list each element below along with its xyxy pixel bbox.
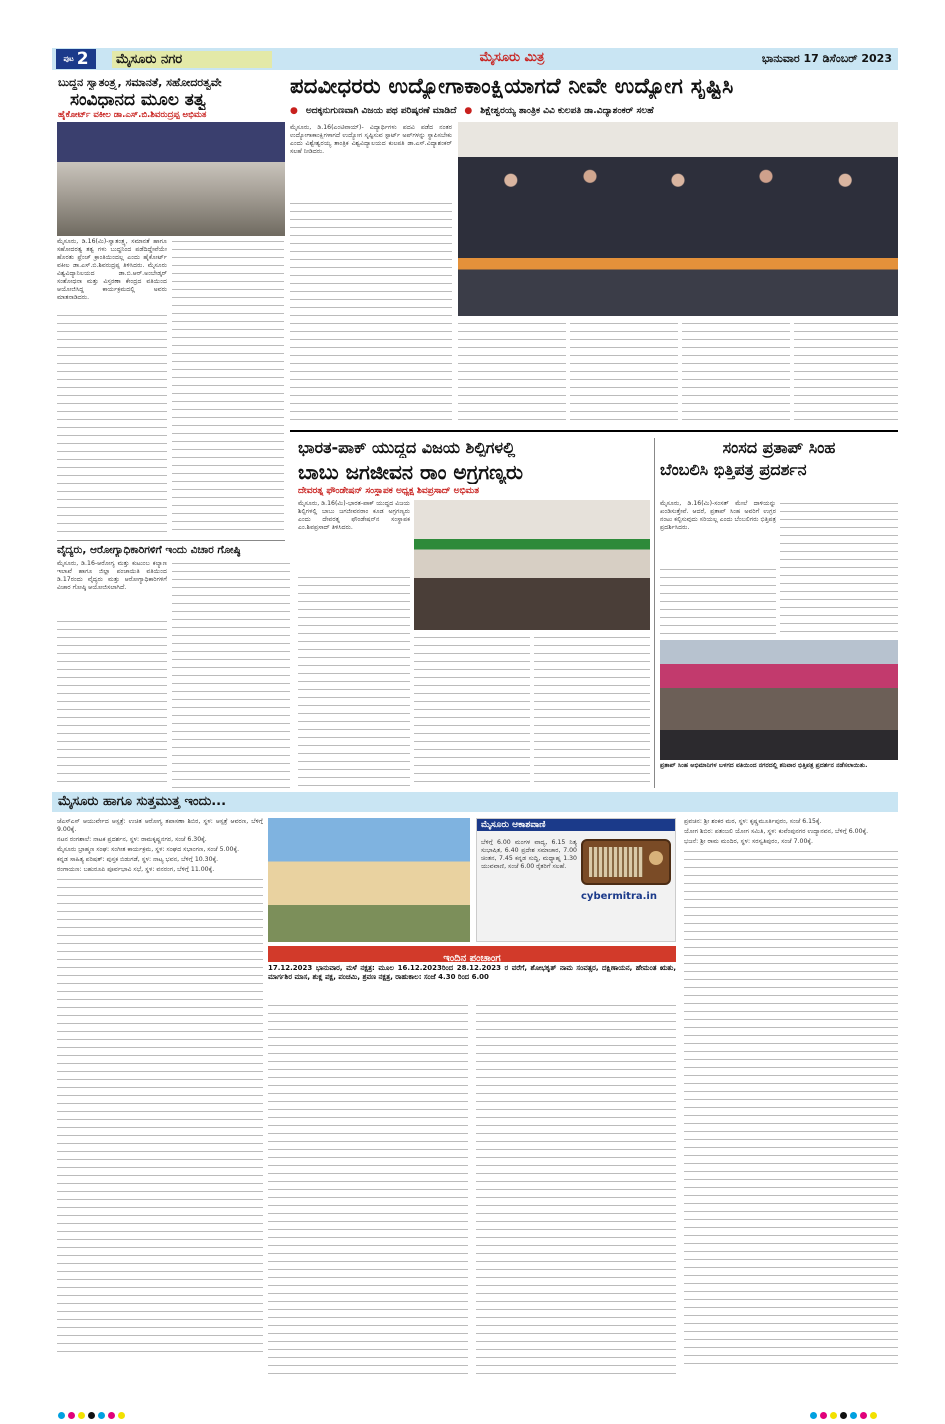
panchanga-title: ಇಂದಿನ ಪಂಚಾಂಗ [443, 953, 501, 964]
today-mid-body-2 [476, 1002, 676, 1374]
graduates-photo [458, 122, 898, 316]
story-jagjivan-body-3 [534, 634, 650, 788]
story-protest-headline-2: ಬೆಂಬಲಿಸಿ ಭಿತ್ತಿಪತ್ರ ಪ್ರದರ್ಶನ [660, 460, 807, 479]
list-item: ಪ್ರವಚನ: ಶ್ರೀ ಶಂಕರ ಮಠ, ಸ್ಥಳ: ಕೃಷ್ಣಮೂರ್ತಿಪುರಂ, ಸಂಜೆ 6.15ಕ್ಕೆ. [684, 818, 822, 825]
story-protest-caption: ಪ್ರತಾಪ್ ಸಿಂಹ ಅಭಿಮಾನಿಗಳ ಬಳಗದ ವತಿಯಿಂದ ನಗರದಲ್ಲಿ ಶನಿವಾರ ಭಿತ್ತಿಪತ್ರ ಪ್ರದರ್ಶನ ನಡೆಸಲಾಯಿತು. [660, 762, 868, 769]
story-jagjivan-body-1 [298, 574, 410, 788]
today-right-body [684, 848, 898, 1368]
today-left-body [57, 876, 263, 1356]
story-jagjivan-headline-2: ಬಾಬು ಜಗಜೀವನ ರಾಂ ಅಗ್ರಗಣ್ಯರು [298, 460, 523, 484]
section-name: ಮೈಸೂರು ನಗರ [112, 51, 272, 68]
page-number: 2 [76, 49, 89, 69]
radio-box [476, 818, 676, 942]
story-constitution-kicker: ಬುದ್ಧನ ಸ್ವಾತಂತ್ರ್ಯ, ಸಮಾನತೆ, ಸಹೋದರತ್ವವೇ [58, 76, 222, 89]
story-graduates-body-5 [794, 320, 898, 426]
story-constitution-body-2 [172, 238, 284, 536]
story-graduates-body-3 [570, 320, 678, 426]
story-health-body-1 [57, 618, 167, 788]
divider [57, 540, 285, 541]
story-jagjivan-lead: ಮೈಸೂರು, ಡಿ.16(ಮಿ)-ಭಾರತ-ಪಾಕ್ ಯುದ್ಧದ ವಿಜಯ ಶಿಲ್ಪಿಗಳಲ್ಲಿ ಬಾಬು ಜಗಜೀವನರಾಂ ಕೂಡ ಅಗ್ರಗಣ್ಯರು ಎಂದು ದೇವರತ್ನ ಫೌಂಡೇಷನ್‌ನ ಸಂಸ್ಥಾಪಕ ಎಂ.ಶಿವಪ್ರಸಾದ್ ತಿಳಿಸಿದರು. [298, 500, 410, 531]
paper-name: ಮೈಸೂರು ಮಿತ್ರ [479, 50, 545, 65]
constitution-photo [57, 122, 285, 236]
list-item: ನಟನ ರಂಗಶಾಲೆ: ನಾಟಕ ಪ್ರದರ್ಶನ, ಸ್ಥಳ: ರಾಮಕೃಷ್ಣನಗರ, ಸಂಜೆ 6.30ಕ್ಕೆ. [57, 836, 207, 843]
story-graduates-body-1 [290, 200, 452, 426]
date: ಭಾನುವಾರ 17 ಡಿಸೆಂಬರ್ 2023 [761, 52, 892, 65]
registration-dots-left [58, 1404, 128, 1423]
today-title: ಮೈಸೂರು ಹಾಗೂ ಸುತ್ತಮುತ್ತ ಇಂದು... [58, 794, 227, 809]
protest-photo [660, 640, 898, 760]
panchanga-band [268, 946, 676, 962]
story-graduates-headline: ಪದವೀಧರರು ಉದ್ಯೋಗಾಕಾಂಕ್ಷಿಯಾಗದೆ ನೀವೇ ಉದ್ಯೋಗ ಸೃಷ್ಟಿಸಿ [290, 74, 734, 98]
website-link[interactable]: cybermitra.in [581, 891, 657, 902]
story-graduates-subheads [290, 102, 898, 120]
bullet-icon: ● [464, 106, 473, 116]
page-number-box [56, 49, 96, 69]
masthead [52, 48, 898, 70]
radio-icon [581, 839, 671, 885]
story-graduates-subhead-2: ಶಿಕ್ಷೇಶ್ವರಯ್ಯ ತಾಂತ್ರಿಕ ವಿವಿ ಕುಲಪತಿ ಡಾ.ವಿದ್ಯಾಶಂಕರ್ ಸಲಹೆ [480, 106, 654, 116]
list-item: ರಂಗಾಯಣ: ಬಹುರೂಪಿ ಪೂರ್ವಭಾವಿ ಸಭೆ, ಸ್ಥಳ: ವನರಂಗ, ಬೆಳಿಗ್ಗೆ 11.00ಕ್ಕೆ. [57, 866, 215, 873]
story-jagjivan-headline-1: ಭಾರತ-ಪಾಕ್ ಯುದ್ಧದ ವಿಜಯ ಶಿಲ್ಪಿಗಳಲ್ಲಿ [298, 438, 516, 457]
story-health-body-2 [172, 560, 290, 788]
list-item: ಜೆಎಸ್‌ಎಸ್ ಆಯುರ್ವೇದ ಆಸ್ಪತ್ರೆ: ಉಚಿತ ಆರೋಗ್ಯ ತಪಾಸಣಾ ಶಿಬಿರ, ಸ್ಥಳ: ಆಸ್ಪತ್ರೆ ಆವರಣ, ಬೆಳಿಗ್ಗೆ 9.00ಕ್ಕೆ. [57, 818, 263, 833]
story-graduates-body-2 [458, 320, 566, 426]
story-health-lead: ಮೈಸೂರು, ಡಿ.16-ಆರೋಗ್ಯ ಮತ್ತು ಕುಟುಂಬ ಕಲ್ಯಾಣ ಇಲಾಖೆ ಹಾಗೂ ಜಿಲ್ಲಾ ಪಂಚಾಯಿತಿ ವತಿಯಿಂದ ಡಿ.17ರಂದು ವೈದ್ಯರು ಮತ್ತು ಆರೋಗ್ಯಾಧಿಕಾರಿಗಳಿಗೆ ವಿಚಾರ ಗೋಷ್ಠಿ ಆಯೋಜಿಸಲಾಗಿದೆ. [57, 560, 167, 591]
jagjivan-photo [414, 500, 650, 630]
story-constitution-body-1 [57, 312, 167, 536]
story-graduates-lead: ಮೈಸೂರು, ಡಿ.16(ಎಂಟಿವಾಯ್)- ವಿದ್ಯಾರ್ಥಿಗಳು ಪದವಿ ಪಡೆದ ನಂತರ ಉದ್ಯೋಗಾಕಾಂಕ್ಷಿಗಳಾಗದೆ ಉದ್ಯೋಗ ಸೃಷ್ಟಿಸುವ ಸ್ಟಾರ್ಟ್ ಅಪ್‌ಗಳನ್ನು ಸ್ಥಾಪಿಸಬೇಕು ಎಂದು ವಿಶ್ವೇಶ್ವರಯ್ಯ ತಾಂತ್ರಿಕ ವಿಶ್ವವಿದ್ಯಾಲಯದ ಕುಲಪತಿ ಡಾ.ಎಸ್.ವಿದ್ಯಾಶಂಕರ್ ಸಲಹೆ ನೀಡಿದರು. [290, 124, 452, 155]
registration-dots-right [810, 1404, 880, 1423]
palace-photo [268, 818, 470, 942]
today-mid-body-1 [268, 1002, 468, 1374]
today-banner [52, 792, 898, 812]
story-protest-headline-1: ಸಂಸದ ಪ್ರತಾಪ್ ಸಿಂಹ [722, 438, 836, 457]
bullet-icon: ● [290, 106, 298, 116]
story-constitution-byline: ಹೈಕೋರ್ಟ್ ವಕೀಲ ಡಾ.ಎಸ್.ಬಿ.ಶಿವರುದ್ರಪ್ಪ ಅಭಿಮತ [58, 110, 207, 120]
today-right-column [684, 818, 898, 1374]
radio-text: ಬೆಳಿಗ್ಗೆ 6.00 ಮಂಗಳ ವಾದ್ಯ, 6.15 ನಿತ್ಯ ಸುಭಾಷಿತ, 6.40 ಪ್ರದೇಶ ಸಮಾಚಾರ, 7.00 ಚಿಂತನ, 7.45 ಕನ್ನಡ ಸುದ್ದಿ, ಮಧ್ಯಾಹ್ನ 1.30 ಯುವವಾಣಿ, ಸಂಜೆ 6.00 ರೈತರಿಗೆ ಸಲಹೆ. [481, 839, 577, 870]
story-constitution-lead: ಮೈಸೂರು, ಡಿ.16(ಮಿ)-ಸ್ವಾತಂತ್ರ್ಯ, ಸಮಾನತೆ ಹಾಗೂ ಸಹೋದರತ್ವ ತತ್ವ ಗಳು ಬುದ್ಧನಿಂದ ಪಡೆದಿದ್ದೇವೆಯೇ ಹೊರತು ಫ್ರೆಂಚ್ ಕ್ರಾಂತಿಯಿಂದಲ್ಲ ಎಂದು ಹೈಕೋರ್ಟ್ ವಕೀಲ ಡಾ.ಎಸ್.ಬಿ.ಶಿವರುದ್ರಪ್ಪ ತಿಳಿಸಿದರು. ಮೈಸೂರು ವಿಶ್ವವಿದ್ಯಾನಿಲಯದ ಡಾ.ಬಿ.ಆರ್.ಅಂಬೇಡ್ಕರ್ ಸಂಶೋಧನಾ ಮತ್ತು ವಿಸ್ತರಣಾ ಕೇಂದ್ರದ ವತಿಯಿಂದ ಆಯೋಜಿಸಿದ್ದ ಕಾರ್ಯಕ್ರಮದಲ್ಲಿ ಅವರು ಮಾತನಾಡಿದರು. [57, 238, 167, 301]
page-label: ಪುಟ [63, 54, 74, 63]
story-graduates-body-4 [682, 320, 790, 426]
list-item: ಮೈಸೂರು ಬ್ರಾಹ್ಮಣ ಸಂಘ: ಸಂಗೀತ ಕಾರ್ಯಕ್ರಮ, ಸ್ಥಳ: ಸಂಘದ ಸಭಾಂಗಣ, ಸಂಜೆ 5.00ಕ್ಕೆ. [57, 846, 240, 853]
story-constitution-headline: ಸಂವಿಧಾನದ ಮೂಲ ತತ್ವ [70, 90, 206, 110]
story-health-headline: ವೈದ್ಯರು, ಆರೋಗ್ಯಾಧಿಕಾರಿಗಳಿಗೆ ಇಂದು ವಿಚಾರ ಗೋಷ್ಠಿ [57, 544, 241, 556]
panchanga-text: 17.12.2023 ಭಾನುವಾರ, ಮಳೆ ನಕ್ಷತ್ರ: ಮೂಲ 16.12.2023ರಿಂದ 28.12.2023 ರ ವರೆಗೆ, ಶೋಭಕೃತ್ ನಾಮ ಸಂವತ್ಸರ, ದಕ್ಷಿಣಾಯನ, ಹೇಮಂತ ಋತು, ಮಾರ್ಗಶಿರ ಮಾಸ, ಶುಕ್ಲ ಪಕ್ಷ, ಪಂಚಮಿ, ಶ್ರವಣ ನಕ್ಷತ್ರ, ರಾಹುಕಾಲ: ಸಂಜೆ 4.30 ರಿಂದ 6.00 [268, 964, 676, 981]
story-protest-body-1 [660, 566, 776, 636]
list-item: ಕನ್ನಡ ಸಾಹಿತ್ಯ ಪರಿಷತ್: ಪುಸ್ತಕ ಬಿಡುಗಡೆ, ಸ್ಥಳ: ನಾಟ್ಯ ಭವನ, ಬೆಳಿಗ್ಗೆ 10.30ಕ್ಕೆ. [57, 856, 219, 863]
list-item: ಭಜನೆ: ಶ್ರೀ ರಾಮ ಮಂದಿರ, ಸ್ಥಳ: ಸರಸ್ವತಿಪುರಂ, ಸಂಜೆ 7.00ಕ್ಕೆ. [684, 838, 813, 845]
today-left-column [57, 818, 263, 1374]
radio-label: ಮೈಸೂರು ಆಕಾಶವಾಣಿ [477, 819, 675, 831]
divider [290, 430, 898, 432]
list-item: ಯೋಗ ಶಿಬಿರ: ಪತಂಜಲಿ ಯೋಗ ಸಮಿತಿ, ಸ್ಥಳ: ಕುವೆಂಪುನಗರ ಉದ್ಯಾನವನ, ಬೆಳಿಗ್ಗೆ 6.00ಕ್ಕೆ. [684, 828, 869, 835]
story-graduates-subhead-1: ಅದಕ್ಕನುಗುಣವಾಗಿ ವಿಜಯ ಪಥ ಪರಿಷ್ಕರಣೆ ಮಾಡಿದೆ [305, 106, 457, 116]
divider [654, 438, 655, 788]
story-jagjivan-byline: ದೇವರತ್ನ ಫೌಂಡೇಷನ್ ಸಂಸ್ಥಾಪಕ ಅಧ್ಯಕ್ಷ ಶಿವಪ್ರಸಾದ್ ಅಭಿಮತ [298, 486, 479, 496]
story-jagjivan-body-2 [414, 634, 530, 788]
story-protest-lead: ಮೈಸೂರು, ಡಿ.16(ಮಿ)-ಸಂಸತ್ ಮೇಲೆ ದಾಳಿಯನ್ನು ಖಂಡಿಸುತ್ತೇವೆ. ಆದರೆ, ಪ್ರತಾಪ್ ಸಿಂಹ ಅವರಿಗೆ ಉಗ್ರರ ನಂಟು ಕಲ್ಪಿಸುವುದು ಸರಿಯಲ್ಲ ಎಂದು ಬೆಂಬಲಿಗರು ಭಿತ್ತಿಪತ್ರ ಪ್ರದರ್ಶಿಸಿದರು. [660, 500, 776, 531]
story-protest-body-2 [780, 500, 898, 636]
